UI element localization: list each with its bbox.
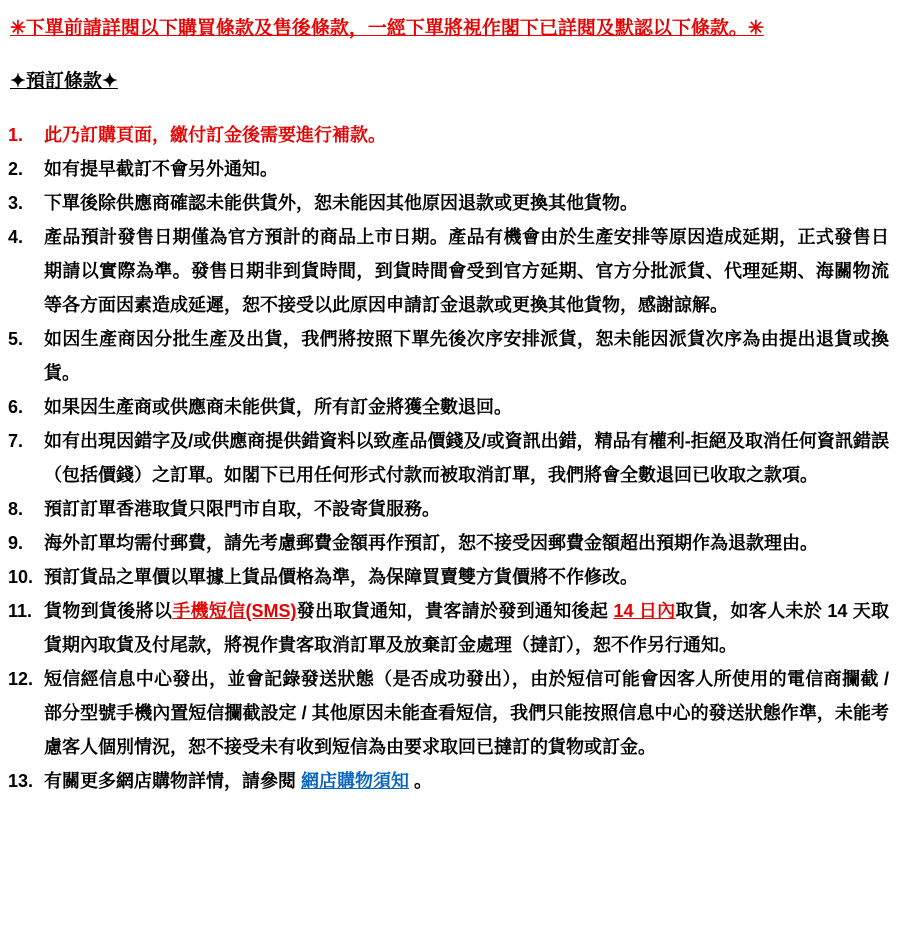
term-text — [44, 594, 889, 662]
term-text: 此乃訂購頁面，繳付訂金後需要進行補款。 — [44, 125, 386, 145]
term-item-3 — [8, 186, 889, 220]
term-text — [44, 764, 889, 798]
terms-list — [8, 118, 889, 798]
term-item-9 — [8, 526, 889, 560]
term-number: 5. — [8, 329, 24, 349]
term-text: 預訂貨品之單價以單據上貨品價格為準，為保障買賣雙方貨價將不作修改。 — [44, 567, 638, 587]
term-item-13 — [8, 764, 889, 798]
term-text: 如有出現因錯字及/或供應商提供錯資料以致產品價錢及/或資訊出錯，精品有權利-拒絕及取消任何資訊錯誤（包括價錢）之訂單。如閣下已用任何形式付款而被取消訂單，我們將會全數退回已收取之款項。 — [44, 431, 889, 485]
term-number: 2. — [8, 159, 24, 179]
term-text-segment: 。 — [409, 771, 433, 791]
section-title: ✦預訂條款✦ — [10, 71, 118, 92]
term-text-segment: 發出取貨通知，貴客請於發到通知後起 — [296, 601, 614, 621]
shop-guide-link[interactable]: 網店購物須知 — [301, 771, 409, 791]
term-text: 產品預計發售日期僅為官方預計的商品上市日期。產品有機會由於生產安排等原因造成延期，正式發售日期請以實際為準。發售日期非到貨時間，到貨時間會受到官方延期、官方分批派貨、代理延期、海關物流等各方面因素造成延遲，恕不接受以此原因申請訂金退款或更換其他貨物，感謝諒解。 — [44, 227, 889, 315]
term-number: 9. — [8, 533, 24, 553]
term-number: 11. — [8, 601, 33, 621]
term-number: 12. — [8, 669, 34, 689]
term-text: 如因生產商因分批生產及出貨，我們將按照下單先後次序安排派貨，恕未能因派貨次序為由提出退貨或換貨。 — [44, 329, 889, 383]
term-item-2 — [8, 152, 889, 186]
sms-notice-highlight: 手機短信(SMS) — [172, 601, 297, 621]
term-text: 下單後除供應商確認未能供貨外，恕未能因其他原因退款或更換其他貨物。 — [44, 193, 638, 213]
term-number: 1. — [8, 125, 24, 145]
term-item-5 — [8, 322, 889, 390]
term-item-4 — [8, 220, 889, 322]
term-number: 3. — [8, 193, 24, 213]
term-text: 如果因生產商或供應商未能供貨，所有訂金將獲全數退回。 — [44, 397, 512, 417]
term-text: 短信經信息中心發出，並會記錄發送狀態（是否成功發出），由於短信可能會因客人所使用的電信商攔截 / 部分型號手機內置短信攔截設定 / 其他原因未能查看短信，我們只能按照信息中心的發送狀態作準，未能考慮客人個別情況，恕不接受未有收到短信為由要求取回已撻訂的貨物或訂金。 — [44, 669, 889, 757]
term-number: 6. — [8, 397, 24, 417]
term-text-segment: 取貨，如客人未於 14 天取貨期內取貨及付尾款，將視作貴客取消訂單及放棄訂金處理（撻訂），恕不作另行通知。 — [44, 601, 890, 655]
term-item-7 — [8, 424, 889, 492]
term-text: 預訂訂單香港取貨只限門市自取，不設寄貨服務。 — [44, 499, 440, 519]
term-item-8 — [8, 492, 889, 526]
term-item-12 — [8, 662, 889, 764]
term-item-6 — [8, 390, 889, 424]
term-number: 8. — [8, 499, 24, 519]
pickup-deadline-highlight: 14 日內 — [613, 601, 676, 621]
term-item-1 — [8, 118, 889, 152]
term-item-10 — [8, 560, 889, 594]
term-item-11 — [8, 594, 889, 662]
term-number: 4. — [8, 227, 24, 247]
term-number: 13. — [8, 771, 34, 791]
term-text: 海外訂單均需付郵費，請先考慮郵費金額再作預訂，恕不接受因郵費金額超出預期作為退款理由。 — [44, 533, 818, 553]
term-text: 如有提早截訂不會另外通知。 — [44, 159, 278, 179]
term-text-segment: 貨物到貨後將以 — [44, 601, 173, 621]
term-number: 7. — [8, 431, 24, 451]
term-number: 10. — [8, 567, 34, 587]
header-warning: ✳下單前請詳閱以下購買條款及售後條款，一經下單將視作閣下已詳閱及默認以下條款。✳ — [10, 18, 764, 39]
term-text-segment: 有關更多網店購物詳情，請參閱 — [44, 771, 301, 791]
